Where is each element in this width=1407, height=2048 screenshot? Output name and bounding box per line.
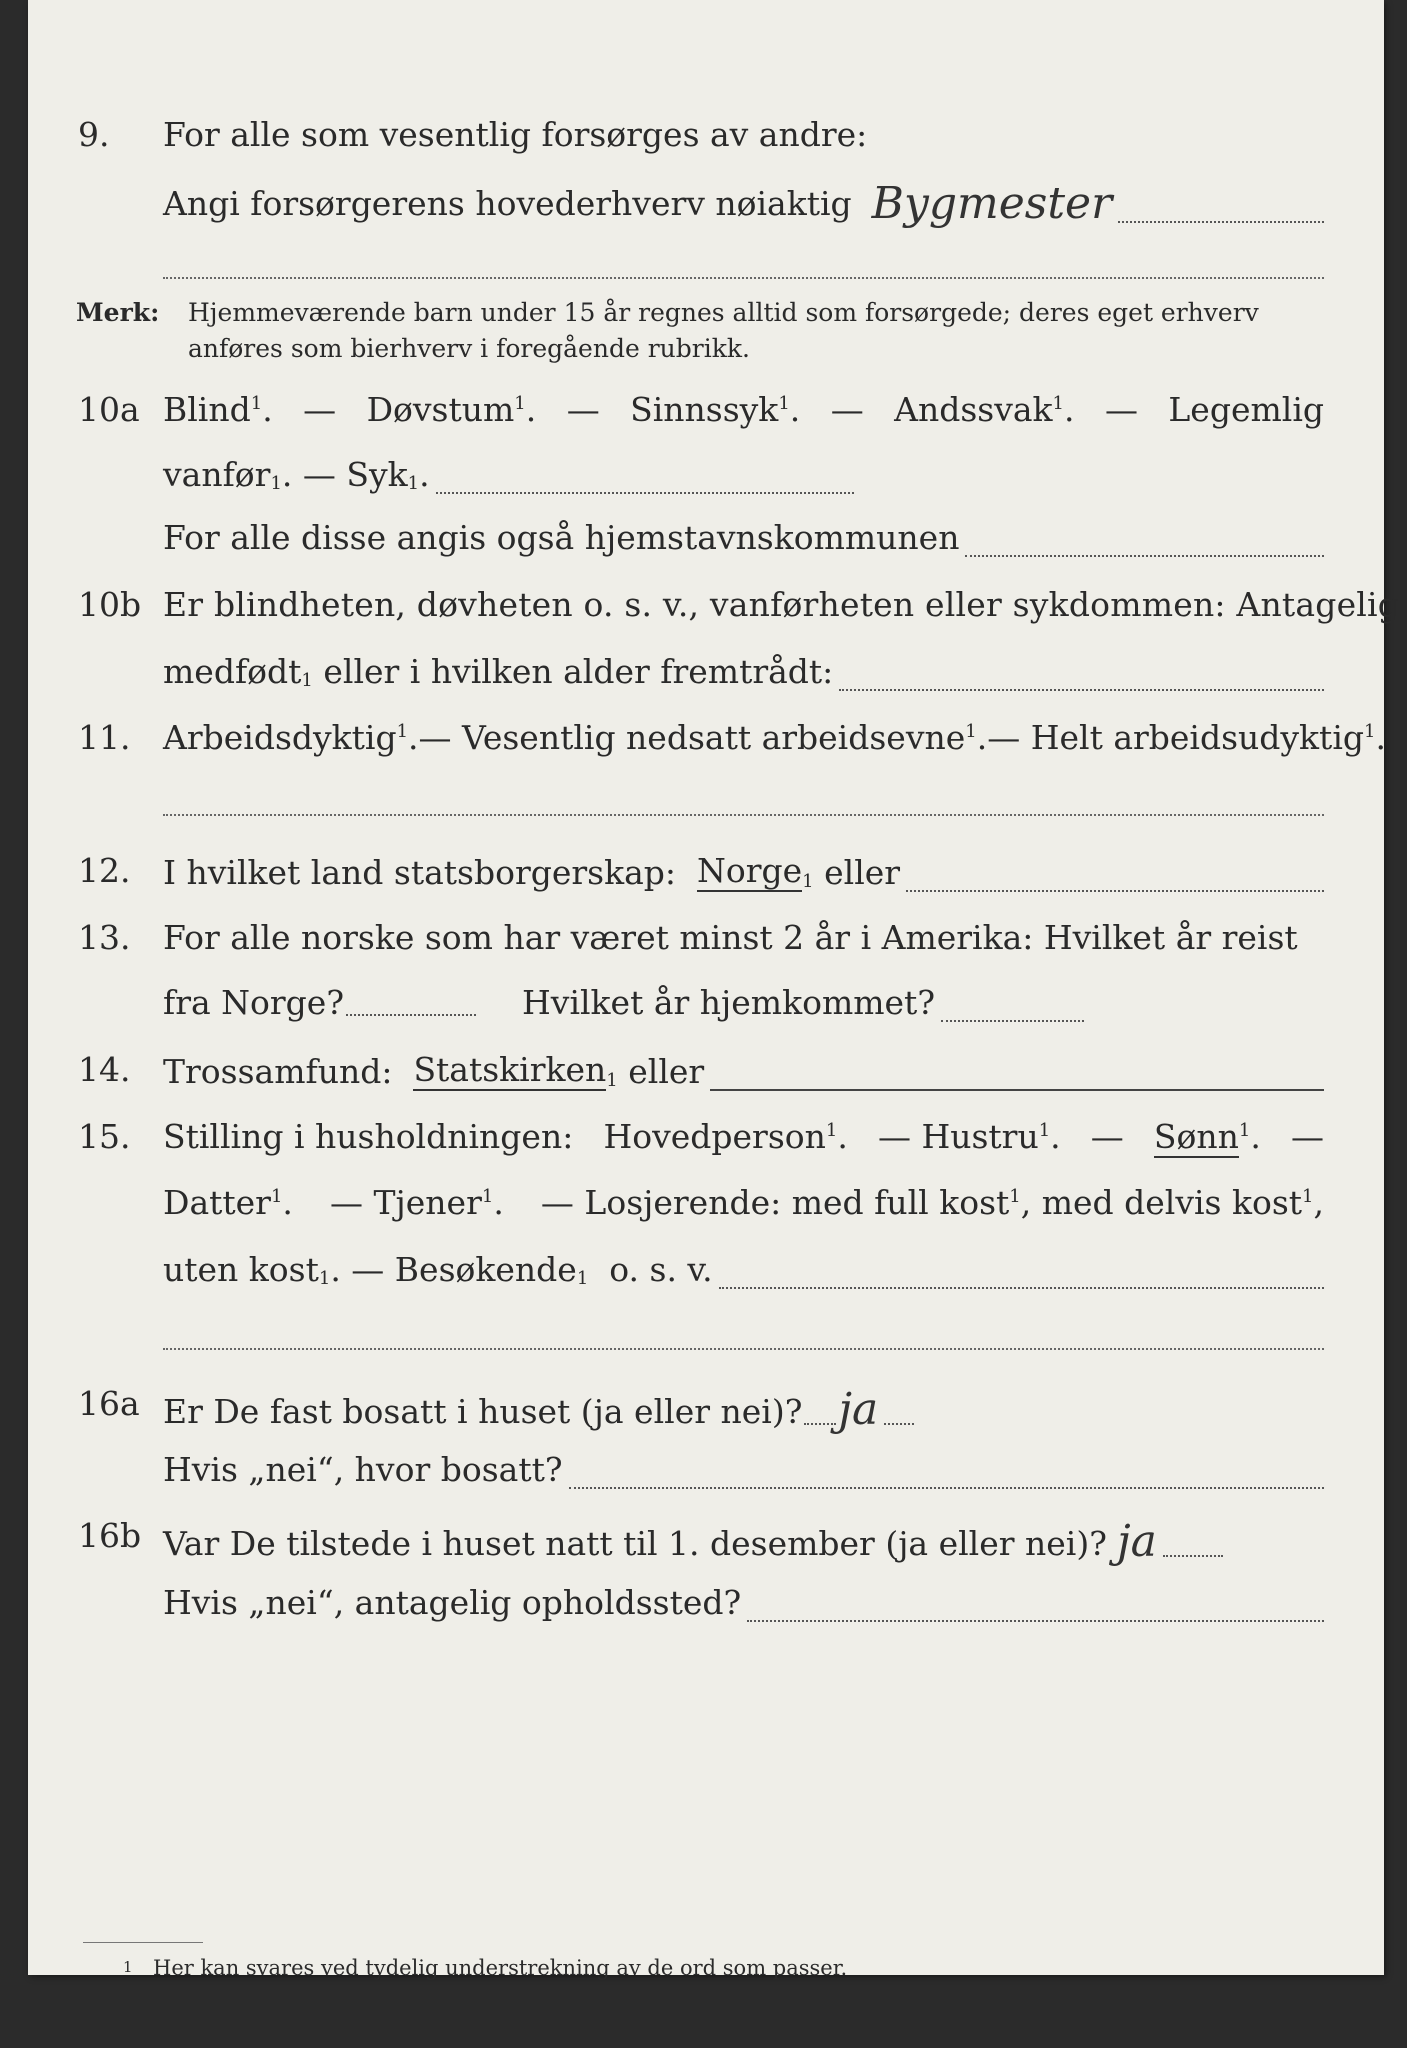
opt-sonn[interactable]: Sønn (1153, 1117, 1239, 1156)
opt-andssvak[interactable]: Andssvak (894, 390, 1053, 429)
q9-label: Angi forsørgerens hovederhverv nøiaktig (163, 184, 852, 223)
q9-number: 9. (78, 115, 110, 154)
q16a-answer-handwritten: ja (838, 1384, 879, 1435)
q16a-answer-line[interactable] (884, 1422, 914, 1425)
q16b-number: 16b (78, 1516, 142, 1555)
q13-number: 13. (78, 918, 131, 957)
q15-number: 15. (78, 1117, 131, 1156)
merk-label: Merk: (76, 298, 160, 327)
q13-text1: For alle norske som har været minst 2 år i Amerika: Hvilket år reist (163, 918, 1298, 957)
q10b-text2: eller i hvilken alder fremtrådt: (323, 652, 834, 691)
q12-answer-line[interactable] (906, 864, 1324, 892)
q14-label: Trossamfund: (163, 1052, 393, 1091)
q16a-number: 16a (78, 1384, 140, 1423)
q11-extra-line[interactable] (163, 812, 1324, 816)
opt-blind[interactable]: Blind (163, 390, 251, 429)
q15-answer-line[interactable] (719, 1261, 1324, 1289)
q15-extra-line[interactable] (163, 1346, 1324, 1350)
opt-tjener[interactable]: — Tjener (330, 1183, 482, 1222)
q9-text: For alle som vesentlig forsørges av andre: (163, 115, 868, 154)
merk-text1: Hjemmeværende barn under 15 år regnes alltid som forsørgede; deres eget erhverv (188, 298, 1259, 327)
opt-statskirken[interactable]: Statskirken (413, 1050, 607, 1089)
q9-answer-handwritten: Bygmester (871, 178, 1113, 229)
q16a-text1: Er De fast bosatt i huset (ja eller nei)? (163, 1392, 803, 1431)
opt-arbeidsdyktig[interactable]: Arbeidsdyktig (163, 718, 397, 757)
q13-reist-label: fra Norge? (163, 983, 345, 1022)
q16a-text2: Hvis „nei“, hvor bosatt? (163, 1450, 563, 1489)
opt-nedsatt[interactable]: — Vesentlig nedsatt arbeidsevne (418, 718, 966, 757)
q10b-number: 10b (78, 585, 142, 624)
q10a-number: 10a (78, 390, 140, 429)
q12-label: I hvilket land statsborgerskap: (163, 853, 677, 892)
footnote-rule (83, 1942, 203, 1943)
q16a-bosatt-line[interactable] (569, 1461, 1324, 1489)
q16b-opphold-line[interactable] (747, 1594, 1324, 1622)
opt-hovedperson[interactable]: Hovedperson (603, 1117, 826, 1156)
q16b-answer-handwritten: ja (1116, 1516, 1157, 1567)
q14-answer-line[interactable] (710, 1063, 1324, 1091)
q14-number: 14. (78, 1050, 131, 1089)
q10a-hjemstavn-label: For alle disse angis også hjemstavnskommunen (163, 518, 960, 557)
q16b-text1: Var De tilstede i huset natt til 1. desember (ja eller nei)? (163, 1524, 1107, 1563)
opt-sinnssyk[interactable]: Sinnssyk (630, 390, 779, 429)
q9-extra-line[interactable] (163, 275, 1324, 279)
opt-datter[interactable]: Datter (163, 1183, 271, 1222)
opt-norge[interactable]: Norge (697, 851, 803, 890)
q11-number: 11. (78, 718, 131, 757)
opt-full-kost[interactable]: — Losjerende: med full kost (540, 1183, 1010, 1222)
q12-number: 12. (78, 851, 131, 890)
opt-vanfor[interactable]: vanfør (163, 455, 271, 494)
opt-syk[interactable]: — Syk (302, 455, 408, 494)
opt-uten-kost[interactable]: uten kost (163, 1250, 319, 1289)
q10b-answer-line[interactable] (839, 663, 1324, 691)
q9-answer-line[interactable] (1118, 195, 1324, 223)
opt-hustru[interactable]: — Hustru (877, 1117, 1039, 1156)
q16a-leader (804, 1422, 836, 1425)
q14-eller: eller (628, 1052, 705, 1091)
opt-dovstum[interactable]: Døvstum (366, 390, 515, 429)
q10b-text1: Er blindheten, døvheten o. s. v., vanførheten eller sykdommen: Antagelig (163, 585, 1400, 624)
q16b-answer-line[interactable] (1163, 1554, 1223, 1557)
footnote-text: Her kan svares ved tydelig understrekning av de ord som passer. (153, 1956, 848, 1980)
q15-label: Stilling i husholdningen: (163, 1117, 574, 1156)
q15-osv: o. s. v. (609, 1250, 713, 1289)
q16b-text2: Hvis „nei“, antagelig opholdssted? (163, 1583, 742, 1622)
footnote-marker: 1 (123, 1958, 133, 1976)
q10a-hjemstavn-line[interactable] (965, 529, 1324, 557)
q13-reist-line[interactable] (346, 1013, 476, 1016)
census-form-page: 9. For alle som vesentlig forsørges av andre: Angi forsørgerens hovederhverv nøiaktig Bygmester Merk: Hjemmeværende barn under 15 år regnes alltid som forsørgede; deres eget erhverv anføres som bierhverv i foregående rubrikk. 10a Blind$^1$. — Døvstum$^1$. — Sinnssyk$^1$. — Andssvak$^1$. — Legemlig vanfør 1 . — Syk 1 . For alle disse angis også hjemstavnskommunen 10b Er blindheten, døvheten o. s. v., vanførheten eller sykdommen: Antagelig medfødt 1 eller i hvilken alder fremtrådt: 11. Arbeidsdyktig$^1$. — Vesentlig nedsatt arbeidsevne$^1$. — Helt arbeidsudyktig$^1$. 12. I hvilket land statsborgerskap: Norge 1 eller 13. For alle norske som har været minst 2 år i Amerika: Hvilket år reist fra Norge? Hvilket år hjemkommet? 14. Trossamfund: Statskirken 1 eller 15. Stilling i husholdningen: Hovedperson$^1$. — Hustru$^1$. — Sønn$^1$. — Datter$^1$. — Tjener$^1$. — Losjerende: med full kost$^1$, med delvis kost$^1$, uten kost 1 . — Besøkende 1 o. s. v. 16a Er De fast bosatt i huset (ja eller nei)? ja Hvis „nei“, hvor bosatt? 16b Var De tilstede i huset natt til 1. desember (ja eller nei)? ja Hvis „nei“, antagelig opholdssted? 1 Her kan svares ved tydelig understrekning av de ord som passer. (28, 0, 1384, 1975)
q12-eller: eller (824, 853, 901, 892)
opt-delvis-kost[interactable]: , med delvis kost (1020, 1183, 1303, 1222)
opt-besokende[interactable]: — Besøkende (351, 1250, 577, 1289)
q13-hjemkommet-label: Hvilket år hjemkommet? (522, 983, 936, 1022)
q10a-answer-line[interactable] (436, 466, 854, 494)
q13-hjemkommet-line[interactable] (941, 994, 1084, 1022)
opt-legemlig[interactable]: Legemlig (1168, 390, 1324, 429)
opt-arbeidsudyktig[interactable]: — Helt arbeidsudyktig (987, 718, 1364, 757)
merk-text2: anføres som bierhverv i foregående rubrikk. (188, 334, 750, 363)
opt-medfodt[interactable]: medfødt (163, 652, 302, 691)
